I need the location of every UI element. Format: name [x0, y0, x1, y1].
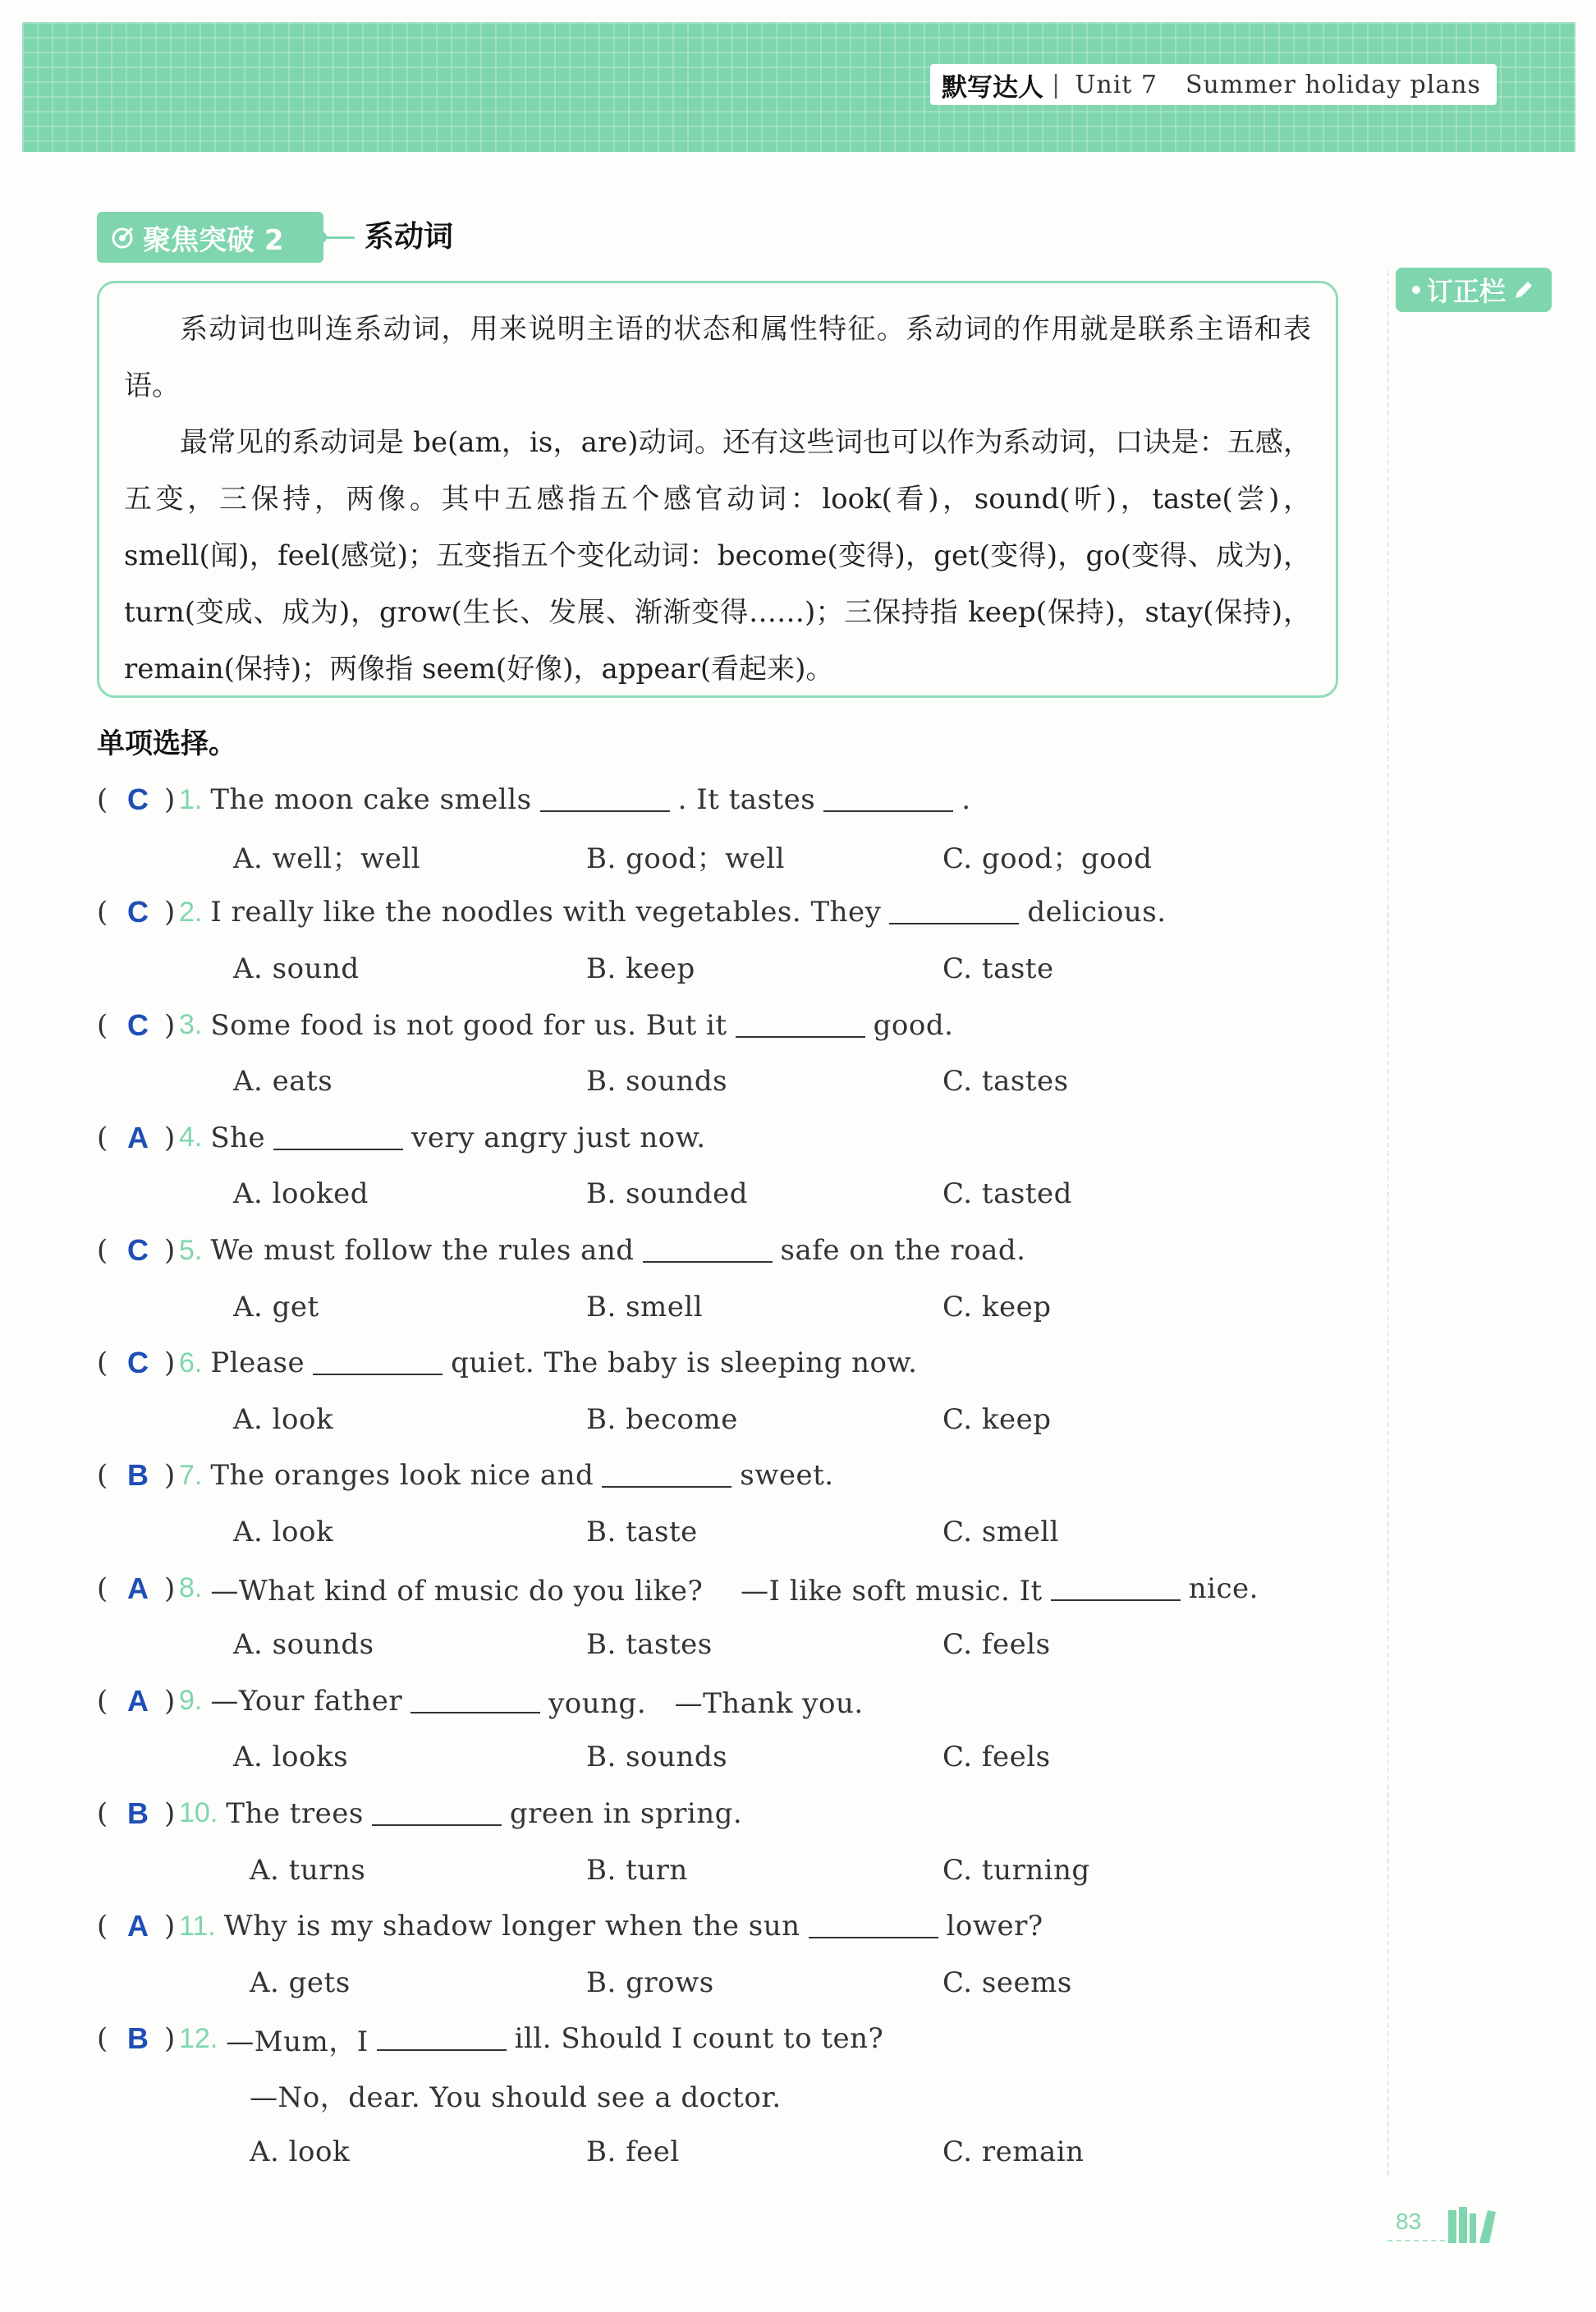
question-stem-end: good. [873, 1008, 954, 1042]
question-row: ( A ) 9. —Your father young. —Thank you. [97, 1673, 1378, 1730]
question-stem: Please [210, 1346, 305, 1380]
answer-blank [410, 1689, 540, 1713]
question-stem-end: safe on the road. [780, 1234, 1026, 1268]
answer-mark: B [127, 1458, 149, 1493]
question-number: 2. [179, 896, 203, 928]
question-stem-end: ill. Should I count to ten? [514, 2022, 884, 2056]
question-stem-end: green in spring. [509, 1796, 743, 1830]
option-c: C. feels [942, 1741, 1051, 1774]
question-stem-end: young. —Thank you. [548, 1687, 864, 1721]
answer-blank [889, 900, 1019, 924]
option-c: C. keep [942, 1290, 1052, 1323]
answer-blank [823, 787, 953, 812]
option-b: B. grows [586, 1966, 714, 1999]
answer-blank [736, 1013, 865, 1038]
question-stem-end: quiet. The baby is sleeping now. [451, 1346, 918, 1380]
option-b: B. sounded [586, 1177, 748, 1211]
answer-blank [602, 1463, 732, 1488]
answer-blank [1051, 1576, 1181, 1601]
option-a: A. well；well [233, 842, 421, 876]
question-row: ( B ) 7. The oranges look nice and sweet. [97, 1458, 834, 1493]
options-row [97, 2123, 1378, 2180]
option-a: A. sound [233, 952, 360, 986]
question-number: 4. [179, 1122, 203, 1154]
question-stem: Why is my shadow longer when the sun [223, 1910, 800, 1943]
question-stem-middle: . It tastes [677, 783, 816, 817]
option-a: A. gets [250, 1966, 351, 1999]
question-row: ( A ) 8. —What kind of music do you like? —I like soft music. It nice. [97, 1560, 1378, 1617]
answer-mark: A [127, 1909, 149, 1943]
question-stem: I really like the noodles with vegetables. They [210, 896, 882, 929]
answer-mark: A [127, 1683, 149, 1718]
options-row [97, 828, 1378, 885]
answer-blank [809, 1914, 938, 1938]
brand-label: 默写达人 [942, 72, 1043, 103]
options-row [97, 941, 1378, 998]
question-stem: —Mum，I [226, 2025, 369, 2058]
option-a: A. look [233, 1516, 334, 1549]
question-stem-follow: —No，dear. You should see a doctor. [250, 2081, 782, 2115]
question-stem: The moon cake smells [210, 783, 532, 817]
answer-blank [313, 1351, 443, 1375]
option-c: C. remain [942, 2135, 1085, 2168]
option-c: C. keep [942, 1402, 1052, 1436]
question-stem-end: lower? [946, 1910, 1043, 1943]
answer-mark: C [127, 1346, 149, 1380]
option-b: B. turn [586, 1853, 688, 1887]
answer-blank [540, 787, 670, 812]
question-number: 6. [179, 1346, 203, 1378]
question-row: ( C ) 5. We must follow the rules and safe on the road. [97, 1233, 1026, 1268]
options-row [97, 1278, 1378, 1335]
options-row [97, 1166, 1378, 1223]
question-number: 11. [179, 1910, 216, 1942]
page-number: 83 [1396, 2209, 1422, 2234]
answer-mark: C [127, 895, 149, 929]
question-stem-end: . [961, 783, 971, 817]
options-row [97, 1617, 1378, 1673]
answer-blank [377, 2026, 507, 2051]
question-stem: We must follow the rules and [210, 1234, 635, 1268]
answer-mark: A [127, 1120, 149, 1154]
target-icon [110, 224, 136, 250]
question-row: ( C ) 6. Please quiet. The baby is sleeping now. [97, 1346, 918, 1380]
question-number: 7. [179, 1459, 203, 1491]
answer-mark: C [127, 1007, 149, 1042]
answer-mark: A [127, 1571, 149, 1605]
badge-connector [323, 236, 355, 239]
option-c: C. taste [942, 952, 1054, 986]
option-b: B. keep [586, 952, 695, 986]
option-b: B. taste [586, 1516, 698, 1549]
explanation-paragraph: 最常见的系动词是 be(am，is，are)动词。还有这些词也可以作为系动词，口诀是：五感，五变，三保持，两像。其中五感指五个感官动词：look(看)，sound(听)，taste(尝)，smell(闻)，feel(感觉)；五变指五个变化动词：become(变得)，get(变得)，go(变得、成为)，turn(变成、成为)，grow(生长、发展、渐渐变得……)；三保持指 keep(保持)，stay(保持)，remain(保持)；两像指 seem(好像)，appear(看起来)。 [124, 426, 1311, 686]
question-row: ( A ) 4. She very angry just now. [97, 1120, 706, 1154]
page-number-underline [1387, 2240, 1445, 2241]
option-a: A. looks [233, 1741, 349, 1774]
option-a: A. turns [250, 1853, 366, 1887]
options-row [97, 1053, 1378, 1110]
option-b: B. smell [586, 1290, 704, 1323]
explanation-paragraph: 系动词也叫连系动词，用来说明主语的状态和属性特征。系动词的作用就是联系主语和表语。 [124, 313, 1311, 402]
question-row: ( C ) 2. I really like the noodles with vegetables. They delicious. [97, 895, 1167, 929]
question-list [97, 772, 1378, 2180]
option-c: C. feels [942, 1628, 1051, 1662]
options-row [97, 1392, 1378, 1448]
question-stem-end: sweet. [740, 1459, 834, 1493]
books-icon [1447, 2205, 1501, 2245]
option-b: B. tastes [586, 1628, 713, 1662]
question-stem: —Your father [210, 1684, 403, 1718]
exercise-title: 单项选择。 [97, 727, 236, 760]
answer-blank [643, 1238, 773, 1263]
question-stem: The trees [226, 1796, 364, 1830]
question-stem-end: nice. [1188, 1571, 1259, 1605]
answer-blank [372, 1801, 502, 1826]
question-number: 1. [179, 783, 203, 815]
section-badge [97, 212, 323, 263]
option-a: A. eats [233, 1065, 333, 1099]
header-separator: | [1052, 70, 1061, 99]
question-stem: —What kind of music do you like? —I like soft music. It [210, 1575, 1043, 1608]
unit-label: Unit 7 [1075, 70, 1158, 99]
option-a: A. look [233, 1402, 334, 1436]
answer-mark: C [127, 782, 149, 817]
option-a: A. get [233, 1290, 319, 1323]
question-number: 10. [179, 1797, 218, 1829]
option-c: C. turning [942, 1853, 1090, 1887]
correction-column-line [1387, 271, 1389, 2176]
pencil-icon [1512, 278, 1535, 301]
question-stem-end: delicious. [1027, 896, 1167, 929]
answer-blank [273, 1126, 403, 1150]
question-stem-end: very angry just now. [411, 1121, 706, 1154]
question-number: 9. [179, 1685, 203, 1717]
explanation-box [97, 281, 1338, 698]
options-row [97, 1729, 1378, 1786]
question-number: 5. [179, 1234, 203, 1266]
question-row: ( C ) 3. Some food is not good for us. But it good. [97, 1007, 954, 1042]
option-c: C. tasted [942, 1177, 1072, 1211]
section-badge-label: 聚焦突破 2 [143, 223, 284, 257]
correction-label: 订正栏 [1426, 276, 1506, 307]
question-row: ( B ) 10. The trees green in spring. [97, 1796, 743, 1830]
option-b: B. sounds [586, 1065, 728, 1099]
option-b: B. good；well [586, 842, 786, 876]
option-c: C. smell [942, 1516, 1059, 1549]
question-row: ( A ) 11. Why is my shadow longer when the sun lower? [97, 1909, 1043, 1943]
bullet-dot [1412, 286, 1420, 294]
option-c: C. tastes [942, 1065, 1069, 1099]
unit-title: Summer holiday plans [1186, 70, 1481, 99]
question-row: ( B ) 12. —Mum，I ill. Should I count to ten? [97, 2011, 1378, 2067]
options-row [97, 1504, 1378, 1561]
question-stem: The oranges look nice and [210, 1459, 594, 1493]
option-a: A. sounds [233, 1628, 374, 1662]
option-b: B. sounds [586, 1741, 728, 1774]
question-row: ( C ) 1. The moon cake smells . It tastes . [97, 782, 971, 817]
question-number: 8. [179, 1572, 203, 1604]
header-tag [930, 64, 1497, 105]
question-number: 12. [179, 2022, 218, 2054]
options-row [97, 1954, 1378, 2011]
question-number: 3. [179, 1009, 203, 1041]
correction-tag [1396, 268, 1552, 312]
option-b: B. become [586, 1402, 738, 1436]
answer-mark: B [127, 1796, 149, 1830]
option-b: B. feel [586, 2135, 680, 2168]
answer-mark: B [127, 2021, 149, 2056]
question-follow-line [97, 2067, 1378, 2124]
question-stem: Some food is not good for us. But it [210, 1008, 727, 1042]
option-a: A. looked [233, 1177, 369, 1211]
section-title: 系动词 [365, 220, 454, 254]
options-row [97, 1842, 1378, 1898]
option-c: C. seems [942, 1966, 1072, 1999]
question-stem: She [210, 1121, 266, 1154]
option-a: A. look [250, 2135, 351, 2168]
answer-mark: C [127, 1233, 149, 1268]
option-c: C. good；good [942, 842, 1153, 876]
